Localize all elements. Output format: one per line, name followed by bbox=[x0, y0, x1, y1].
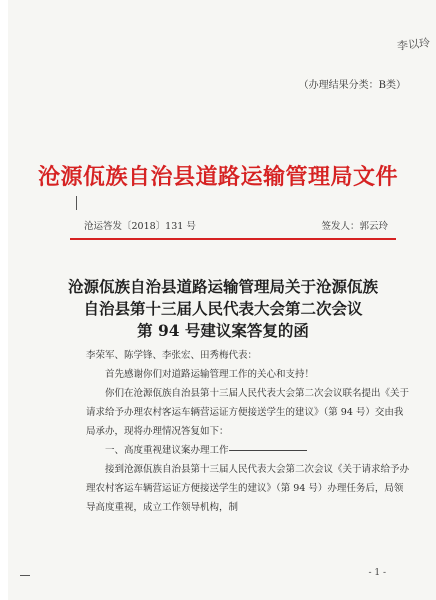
title-line: 自治县第十三届人民代表大会第二次会议 bbox=[83, 299, 363, 318]
corner-mark bbox=[20, 575, 30, 576]
result-classification: （办理结果分类：B类） bbox=[298, 80, 406, 91]
page-number: - 1 - bbox=[368, 568, 386, 578]
title-line: 第 94 号建议案答复的函 bbox=[137, 321, 309, 340]
handwritten-signature: 李以玲 bbox=[396, 36, 431, 53]
document-body bbox=[86, 346, 412, 517]
document-meta bbox=[84, 218, 388, 232]
title-line: 沧源佤族自治县道路运输管理局关于沧源佤族 bbox=[67, 277, 378, 296]
section-heading bbox=[86, 441, 412, 460]
document-number: 沧运答发〔2018〕131 号 bbox=[84, 221, 196, 232]
header-red-rule bbox=[70, 238, 396, 240]
body-paragraph: 首先感谢你们对道路运输管理工作的关心和支持！ bbox=[105, 369, 315, 380]
issuer-header: 沧源佤族自治县道路运输管理局文件 bbox=[37, 164, 398, 190]
salutation: 李荣军、陈学锋、李张宏、田秀梅代表： bbox=[86, 350, 258, 361]
heading-underline bbox=[229, 450, 307, 451]
signer: 签发人：郭云玲 bbox=[321, 221, 388, 232]
section-heading-text: 一、高度重视建议案办理工作 bbox=[105, 445, 229, 456]
body-paragraph: 你们在沧源佤族自治县第十三届人民代表大会第二次会议联名提出《关于请求给予办理农村客运车辆营运证方便接送学生的建议》（第 94 号）交由我局承办，现将办理情况答复如下： bbox=[86, 388, 410, 437]
margin-mark bbox=[76, 196, 77, 210]
section-paragraph: 接到沧源佤族自治县第十三届人民代表大会第二次会议《关于请求给予办理农村客运车辆营运证方便接送学生的建议》（第 94 号）办理任务后，局领导高度重视，成立工作领导机构，制 bbox=[86, 464, 410, 513]
document-title bbox=[40, 276, 406, 342]
scan-edge bbox=[0, 0, 8, 600]
